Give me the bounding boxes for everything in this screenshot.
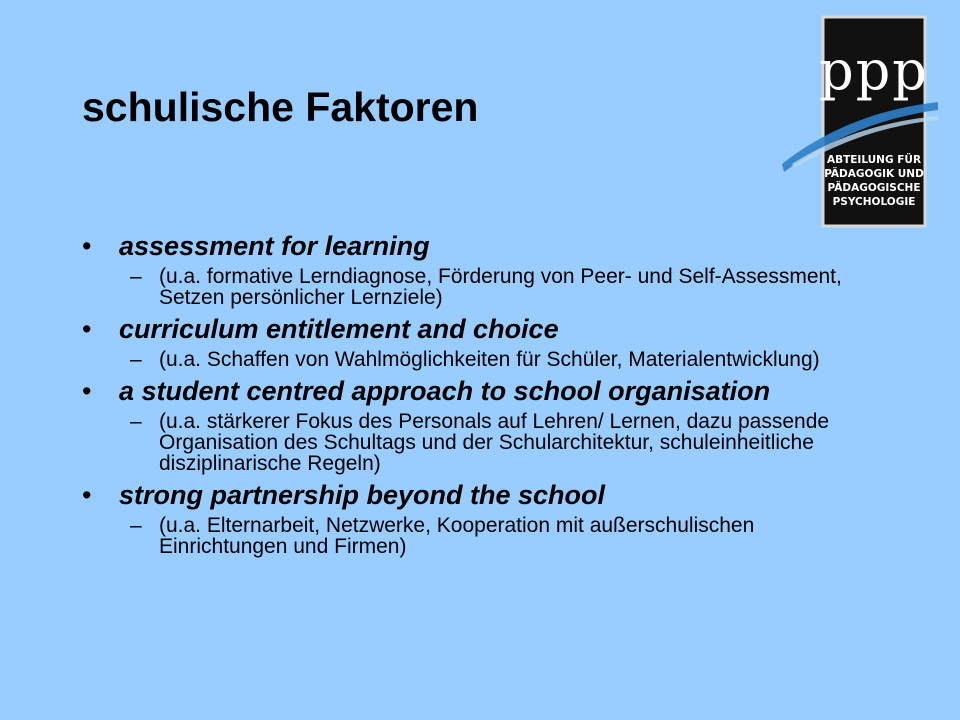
logo-letters: ppp (819, 39, 929, 102)
logo-line-3: PÄDAGOGISCHE (827, 182, 921, 194)
logo-line-2: PÄDAGOGIK UND (824, 168, 924, 180)
bullet-item: • a student centred approach to school organisation (82, 377, 882, 406)
sub-item: – (u.a. formative Lerndiagnose, Förderung von Peer- und Self-Assessment, Setzen persönlicher Lernziele) (82, 266, 882, 308)
slide-title: schulische Faktoren (82, 84, 479, 130)
ppp-logo-icon (780, 14, 940, 236)
bullet-item: • curriculum entitlement and choice (82, 315, 882, 344)
logo-line-4: PSYCHOLOGIE (832, 196, 916, 208)
bullet-item: • assessment for learning (82, 232, 882, 261)
logo-line-1: ABTEILUNG FÜR (826, 154, 922, 166)
sub-item: – (u.a. Schaffen von Wahlmöglichkeiten für Schüler, Materialentwicklung) (82, 349, 882, 370)
bullet-list (82, 230, 882, 564)
bullet-item: • strong partnership beyond the school (82, 481, 882, 510)
sub-item: – (u.a. Elternarbeit, Netzwerke, Kooperation mit außerschulischen Einrichtungen und Firmen) (82, 515, 882, 557)
sub-item: – (u.a. stärkerer Fokus des Personals auf Lehren/ Lernen, dazu passende Organisation des Schultags und der Schularchitektur, schuleinheitliche disziplinarische Regeln) (82, 411, 882, 474)
